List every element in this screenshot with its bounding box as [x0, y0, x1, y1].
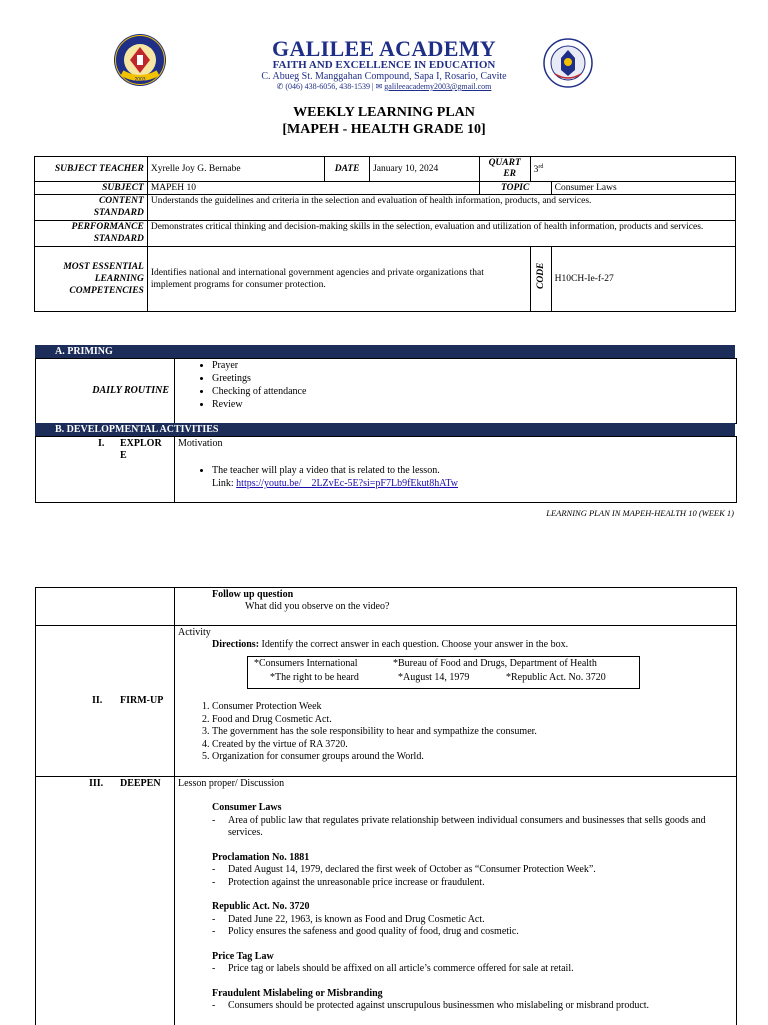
list-item: • Prayer [212, 359, 306, 372]
list-item: • Review [212, 398, 306, 411]
quarter-label: QUART ER [479, 157, 530, 182]
topic-title: Fraudulent Mislabeling or Misbranding [212, 987, 383, 999]
lesson-content [212, 802, 722, 1013]
explore-label: EXPLOR E [120, 438, 162, 461]
directions: Directions: Identify the correct answer in each question. Choose your answer in the box. [212, 639, 569, 650]
content-standard-value: Understands the guidelines and criteria in the selection and evaluation of health information, products, and services. [147, 195, 735, 221]
code-value: H10CH-Ie-f-27 [551, 247, 735, 312]
code-label: CODE [530, 247, 551, 312]
topic-label: TOPIC [479, 182, 551, 195]
info-table [34, 156, 736, 312]
topic-title: Consumer Laws [212, 802, 282, 813]
melc-label: MOST ESSENTIAL LEARNING COMPETENCIES [35, 247, 148, 312]
explore-section [35, 436, 737, 503]
quarter-value: 3rd [530, 157, 735, 182]
list-item: • The teacher will play a video that is related to the lesson. Link: https://youtu.be/__2LZvEc-5E?si=pF7Lb9fEkut8hATw [212, 464, 458, 490]
school-motto: FAITH AND EXCELLENCE IN EDUCATION [272, 59, 496, 71]
page-footer: LEARNING PLAN IN MAPEH-HEALTH 10 (WEEK 1) [546, 508, 734, 518]
list-item: • Checking of attendance [212, 385, 306, 398]
activity-label: Activity [178, 627, 211, 638]
topic-line: - Protection against the unreasonable price increase or fraudulent. [212, 876, 485, 888]
list-item: 5. Organization for consumer groups around the World. [212, 751, 537, 764]
priming-heading: A. PRIMING [35, 345, 735, 358]
list-item: 4. Created by the virtue of RA 3720. [212, 739, 537, 752]
list-item: 1. Consumer Protection Week [212, 701, 537, 714]
phone-icon: ✆ [276, 82, 284, 91]
topic-title: Price Tag Law [212, 950, 274, 962]
list-item: • Greetings [212, 372, 306, 385]
daily-routine-list [176, 359, 306, 411]
school-name: GALILEE ACADEMY [272, 36, 496, 61]
choice-item: *Consumers International [254, 658, 358, 669]
deepen-number: III. [89, 778, 104, 789]
topic-value: Consumer Laws [551, 182, 735, 195]
performance-standard-value: Demonstrates critical thinking and decision-making skills in the selection, evaluation and utilization of health information, products and services. [147, 221, 735, 247]
topic-title: Proclamation No. 1881 [212, 851, 310, 863]
topic-line: - Dated August 14, 1979, declared the first week of October as “Consumer Protection Week”. [212, 864, 596, 875]
date-label: DATE [325, 157, 370, 182]
subject-label: SUBJECT [35, 182, 148, 195]
video-link[interactable]: https://youtu.be/__2LZvEc-5E?si=pF7Lb9fEkut8hATw [236, 478, 459, 489]
school-contact [0, 82, 768, 91]
subject-teacher-label: SUBJECT TEACHER [35, 157, 148, 182]
firmup-label: FIRM-UP [120, 695, 164, 706]
email-icon: ✉ [375, 82, 383, 91]
firmup-questions [176, 701, 537, 764]
topic-line: - Policy ensures the safeness and good quality of food, drug and cosmetic. [212, 926, 519, 937]
performance-standard-label: PERFORMANCE STANDARD [35, 221, 148, 247]
svg-text:2003: 2003 [134, 77, 146, 83]
list-item: 3. The government has the sole responsibility to hear and sympathize the consumer. [212, 726, 537, 739]
content-standard-label: CONTENT STANDARD [35, 195, 148, 221]
email-link[interactable]: galileeacademy2003@gmail.com [384, 82, 492, 91]
plan-subtitle: [MAPEH - HEALTH GRADE 10] [282, 122, 486, 137]
motivation-list [176, 464, 458, 490]
priming-section [35, 358, 737, 424]
daily-routine-label: DAILY ROUTINE [92, 385, 169, 396]
topic-title: Republic Act. No. 3720 [212, 901, 310, 912]
topic-line: - Area of public law that regulates private relationship between individual consumers and businesses that sells goods and services. [212, 814, 706, 838]
developmental-heading: B. DEVELOPMENTAL ACTIVITIES [35, 423, 735, 436]
choice-item: *The right to be heard [270, 672, 359, 683]
choice-item: *August 14, 1979 [398, 672, 470, 683]
date-value: January 10, 2024 [370, 157, 480, 182]
answer-choices-box [247, 656, 640, 689]
school-address: C. Abueg St. Manggahan Compound, Sapa I, Rosario, Cavite [261, 71, 507, 82]
choice-item: *Bureau of Food and Drugs, Department of Health [393, 658, 597, 669]
topic-line: - Consumers should be protected against unscrupulous businessmen who mislabeling or misbrand product. [212, 1000, 650, 1011]
topic-line: - Price tag or labels should be affixed on all article’s commerce offered for sale at retail. [212, 963, 574, 974]
phone-numbers: (046) 438-6056, 438-1539 | [285, 82, 374, 91]
list-item: 2. Food and Drug Cosmetic Act. [212, 714, 537, 727]
page2-table [35, 587, 737, 1025]
subject-value: MAPEH 10 [147, 182, 479, 195]
choice-item: *Republic Act. No. 3720 [506, 672, 606, 683]
motivation-label: Motivation [178, 438, 223, 449]
deepen-label: DEEPEN [120, 778, 161, 789]
melc-value: Identifies national and international government agencies and private organizations that implement programs for consumer protection. [147, 247, 530, 312]
plan-title: WEEKLY LEARNING PLAN [293, 105, 475, 120]
followup-question: What did you observe on the video? [245, 601, 390, 612]
followup-title: Follow up question [212, 589, 294, 600]
topic-line: - Dated June 22, 1963, is known as Food and Drug Cosmetic Act. [212, 913, 485, 925]
explore-number: I. [98, 438, 105, 449]
lesson-proper-label: Lesson proper/ Discussion [178, 778, 285, 789]
firmup-number: II. [92, 695, 103, 706]
subject-teacher-value: Xyrelle Joy G. Bernabe [147, 157, 324, 182]
